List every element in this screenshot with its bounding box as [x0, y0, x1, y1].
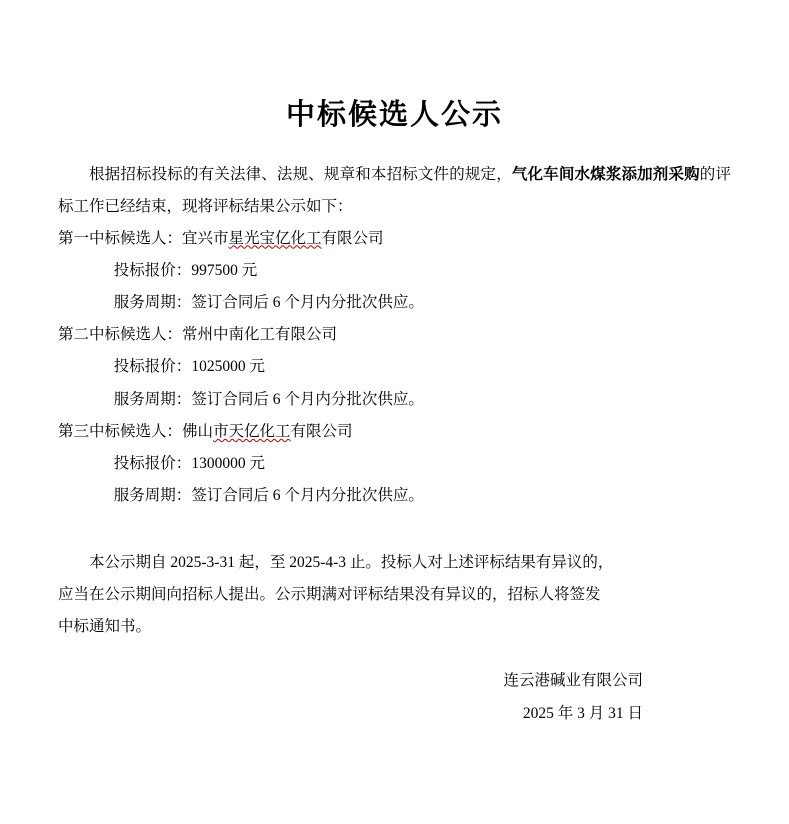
- candidate-1-name-flagged: 星光宝亿化工: [228, 229, 322, 247]
- candidate-1-period-value: 签订合同后 6 个月内分批次供应。: [191, 294, 424, 311]
- candidate-3-price-label: 投标报价：: [113, 455, 192, 473]
- candidate-3-name-rest: 有限公司: [290, 422, 353, 440]
- intro-lead: 根据招标投标的有关法律、法规、规章和本招标文件的规定，: [89, 166, 512, 183]
- candidate-2-price-value: 1025000 元: [191, 358, 265, 376]
- candidate-3-name-plain: 佛山: [182, 422, 214, 440]
- candidate-1-price-line: [58, 255, 731, 287]
- signature-block: [58, 665, 731, 730]
- candidate-3-name-flagged: 市天亿化工: [213, 422, 291, 440]
- candidate-2-price-label: 投标报价：: [113, 358, 192, 376]
- candidate-2-price-line: [58, 351, 731, 383]
- closing-line-3: 中标通知书。: [58, 618, 152, 636]
- intro-project-name: 气化车间水煤浆添加剂采购: [511, 166, 700, 183]
- signature-date: 2025 年 3 月 31 日: [522, 704, 643, 722]
- candidate-2-name-line: [58, 319, 731, 351]
- candidate-2-period-line: [58, 384, 731, 416]
- candidate-1-period-label: 服务周期：: [113, 294, 192, 311]
- candidate-1-price-value: 997500 元: [191, 261, 258, 279]
- candidate-2-rank-label: 第二中标候选人：: [58, 326, 183, 344]
- candidate-1-name-plain: 宜兴市: [182, 229, 229, 247]
- candidate-1-period-line: [58, 287, 731, 319]
- page-title: 中标候选人公示: [285, 99, 503, 131]
- signature-organization: 连云港碱业有限公司: [503, 672, 643, 690]
- candidate-1-rank-label: 第一中标候选人：: [58, 229, 183, 247]
- closing-line-2: 应当在公示期间向招标人提出。公示期满对评标结果没有异议的，招标人将签发: [58, 585, 601, 603]
- candidate-1-name-rest: 有限公司: [321, 229, 384, 247]
- candidate-3-name-line: [58, 416, 731, 448]
- candidate-1-name-line: [58, 223, 731, 255]
- candidate-3-price-line: [58, 448, 731, 480]
- candidate-3-period-label: 服务周期：: [113, 487, 192, 505]
- intro-tail: 的评标工作已经结束，现将评标结果公示如下：: [58, 166, 731, 215]
- candidate-3-rank-label: 第三中标候选人：: [58, 422, 183, 440]
- candidate-2-name-plain: 常州中南化工有限公司: [182, 326, 338, 344]
- candidate-2-period-label: 服务周期：: [113, 390, 192, 408]
- candidate-3-period-line: [58, 480, 731, 512]
- candidate-1-price-label: 投标报价：: [113, 261, 192, 279]
- candidate-3-price-value: 1300000 元: [191, 455, 265, 473]
- spacer: [58, 513, 731, 547]
- intro-paragraph: [58, 159, 731, 223]
- candidate-2-period-value: 签订合同后 6 个月内分批次供应。: [191, 390, 424, 408]
- candidate-3-period-value: 签订合同后 6 个月内分批次供应。: [191, 487, 424, 505]
- closing-line-1: 本公示期自 2025-3-31 起，至 2025-4-3 止。投标人对上述评标结果有异议的，: [89, 553, 614, 571]
